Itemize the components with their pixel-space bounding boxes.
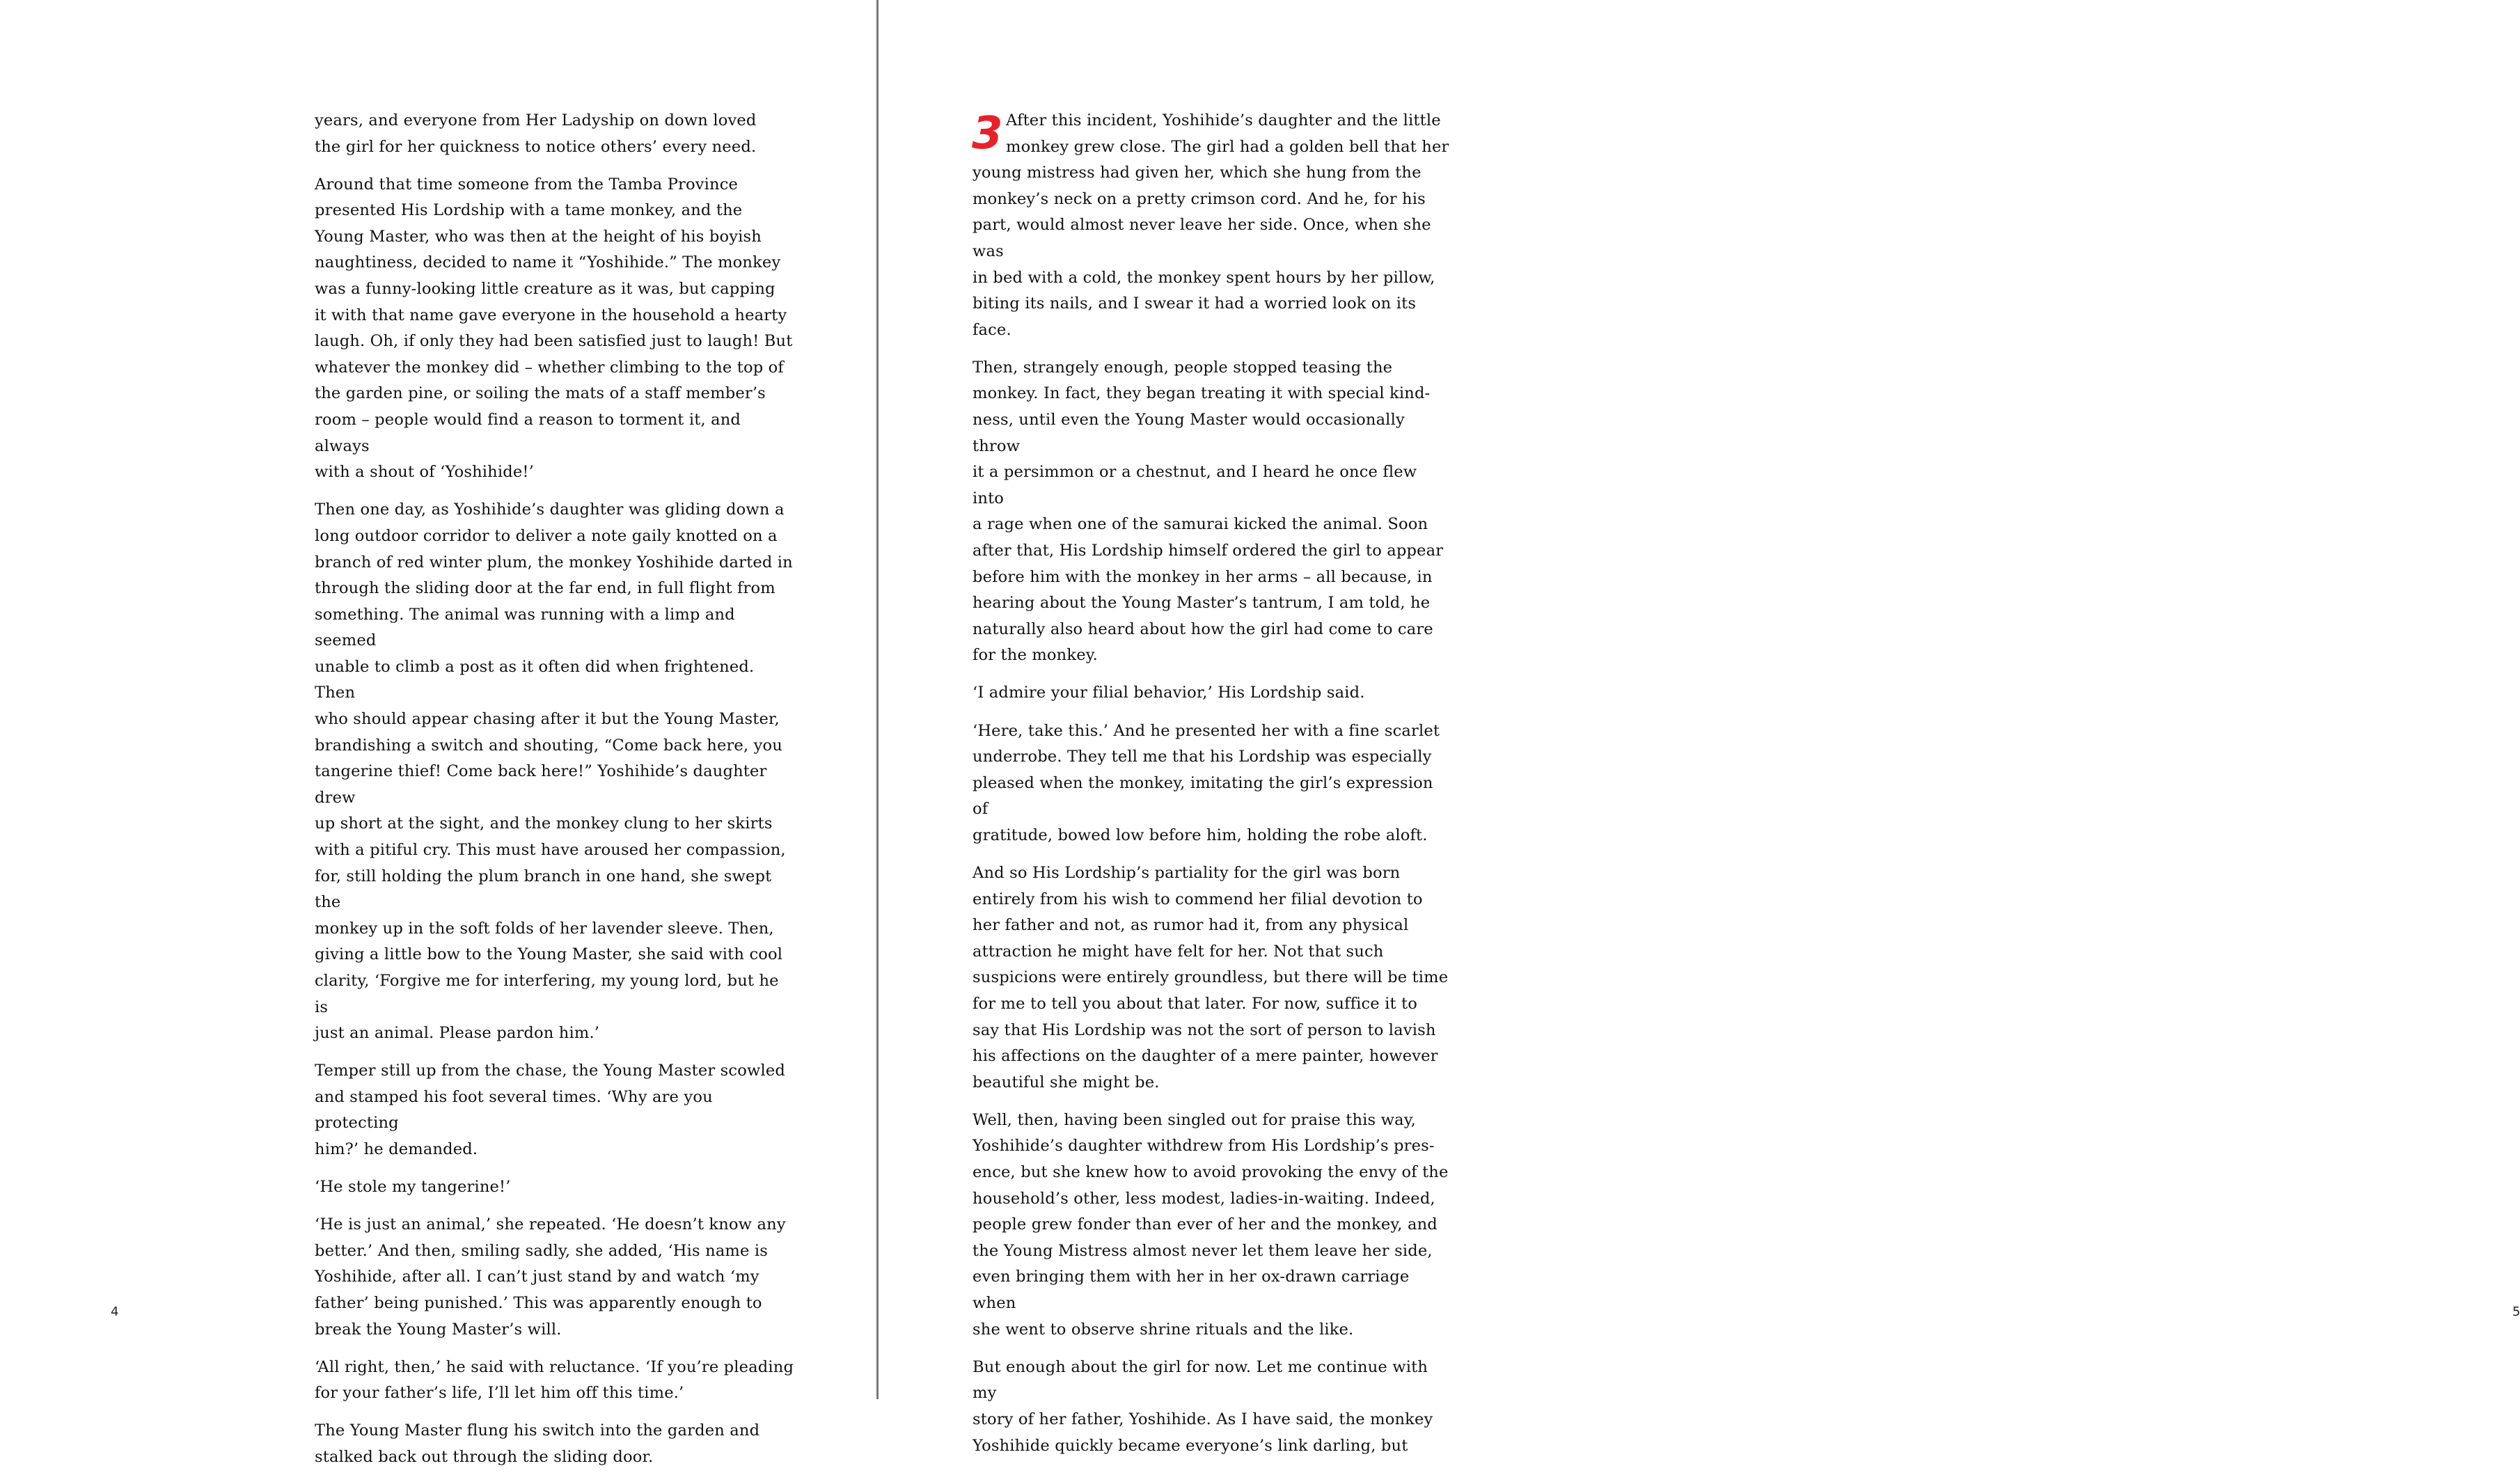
left-page <box>0 0 877 1466</box>
paragraph: ‘Here, take this.’ And he presented her with a fine scarlet underrobe. They tell me that his Lordship was especially pleased when the monkey, imitating the girl’s expression of gratitude, bowed low before him, holding the robe aloft. <box>972 721 1440 844</box>
paragraph: ‘I admire your filial behavior,’ His Lordship said. <box>972 684 1365 702</box>
paragraph: Well, then, having been singled out for praise this way, Yoshihide’s daughter withdrew from His Lordship’s pres- ence, but she knew how to avoid provoking the envy of the household’s other, less modest, ladies-in-waiting. Indeed, people grew fonder than ever of her and the monkey, and the Young Mistress almost never let them leave her side, even bringing them with her in her ox-drawn carriage when she went to observe shrine rituals and the like. <box>972 1110 1449 1339</box>
left-page-text <box>315 108 795 1482</box>
chapter-number-3 <box>970 108 1003 159</box>
page-number-right: 5 <box>2512 1304 2520 1319</box>
right-page-text <box>972 108 1453 1471</box>
paragraph: And so His Lordship’s partiality for the girl was born entirely from his wish to commend her filial devotion to her father and not, as rumor had it, from any physical attraction he might have felt for her. Not that such suspicions were entirely groundless, but there will be time for me to tell you about that later. For now, suffice it to say that His Lordship was not the sort of person to lavish his affections on the daughter of a mere painter, however beautiful she might be. <box>972 864 1449 1091</box>
paragraph: Around that time someone from the Tamba Province presented His Lordship with a tame monkey, and the Young Master, who was then at the height of his boyish naughtiness, decided to name it “Yoshihide.” The monkey was a funny-looking little creature as it was, but capping it with that name gave everyone in the household a hearty laugh. Oh, if only they had been satisfied just to laugh! But whatever the monkey did – whether climbing to the top of the garden pine, or soiling the mats of a staff member’s room – people would find a reason to torment it, and always with a shout of ‘Yoshihide!’ <box>315 175 793 482</box>
paragraph: ‘All right, then,’ he said with reluctance. ‘If you’re pleading for your father’s life, I’ll let him off this time.’ <box>315 1357 794 1403</box>
paragraph: Then, strangely enough, people stopped teasing the monkey. In fact, they began treating it with special kind- ness, until even the Young Master would occasionally throw it a persimmon or a chestnut, and I heard he once flew into a rage when one of the samurai kicked the animal. Soon after that, His Lordship himself ordered the girl to appear before him with the monkey in her arms – all because, in hearing about the Young Master’s tantrum, I am told, he naturally also heard about how the girl had come to care for the monkey. <box>972 358 1444 665</box>
chapter-number-text: 3 <box>972 108 1003 159</box>
paragraph: ‘He stole my tangerine!’ <box>315 1178 511 1197</box>
right-page <box>879 0 2520 1455</box>
paragraph: ‘He is just an animal,’ she repeated. ‘He doesn’t know any better.’ And then, smiling sadly, she added, ‘His name is Yoshihide, after all. I can’t just stand by and watch ‘my father’ being punished.’ This was apparently enough to break the Young Master’s will. <box>315 1215 786 1339</box>
paragraph: Temper still up from the chase, the Young Master scowled and stamped his foot several times. ‘Why are you protecting him?’ he demanded. <box>315 1062 785 1159</box>
paragraph: Then one day, as Yoshihide’s daughter was gliding down a long outdoor corridor to deliver a note gaily knotted on a branch of red winter plum, the monkey Yoshihide darted in through the sliding door at the far end, in full flight from something. The animal was running with a limp and seemed unable to climb a post as it often did when frightened. Then who should appear chasing after it but the Young Master, brandishing a switch and shouting, “Come back here, you tangerine thief! Come back here!” Yoshihide’s daughter drew up short at the sight, and the monkey clung to her skirts with a pitiful cry. This must have aroused her compassion, for, still holding the plum branch in one hand, she swept the monkey up in the soft folds of her lavender sleeve. Then, giving a little bow to the Young Master, she said with cool clarity, ‘Forgive me for interfering, my young lord, but he is just an animal. Please pardon him.’ <box>315 500 793 1043</box>
page-number-left: 4 <box>111 1304 119 1319</box>
paragraph: The Young Master flung his switch into the garden and stalked back out through the sliding door. <box>315 1421 760 1466</box>
paragraph: 3 After this incident, Yoshihide’s daughter and the little monkey grew close. The girl had a golden bell that her young mistress had given her, which she hung from the monkey’s neck on a pretty crimson cord. And he, for his part, would almost never leave her side. Once, when she was in bed with a cold, the monkey spent hours by her pillow, biting its nails, and I swear it had a worried look on its face. <box>972 108 1449 339</box>
paragraph: But enough about the girl for now. Let me continue with my story of her father, Yoshihide. As I have said, the monkey Yoshihide quickly became everyone’s link darling, but <box>972 1357 1433 1455</box>
paragraph: years, and everyone from Her Ladyship on down loved the girl for her quickness to notice others’ every need. <box>315 111 757 156</box>
